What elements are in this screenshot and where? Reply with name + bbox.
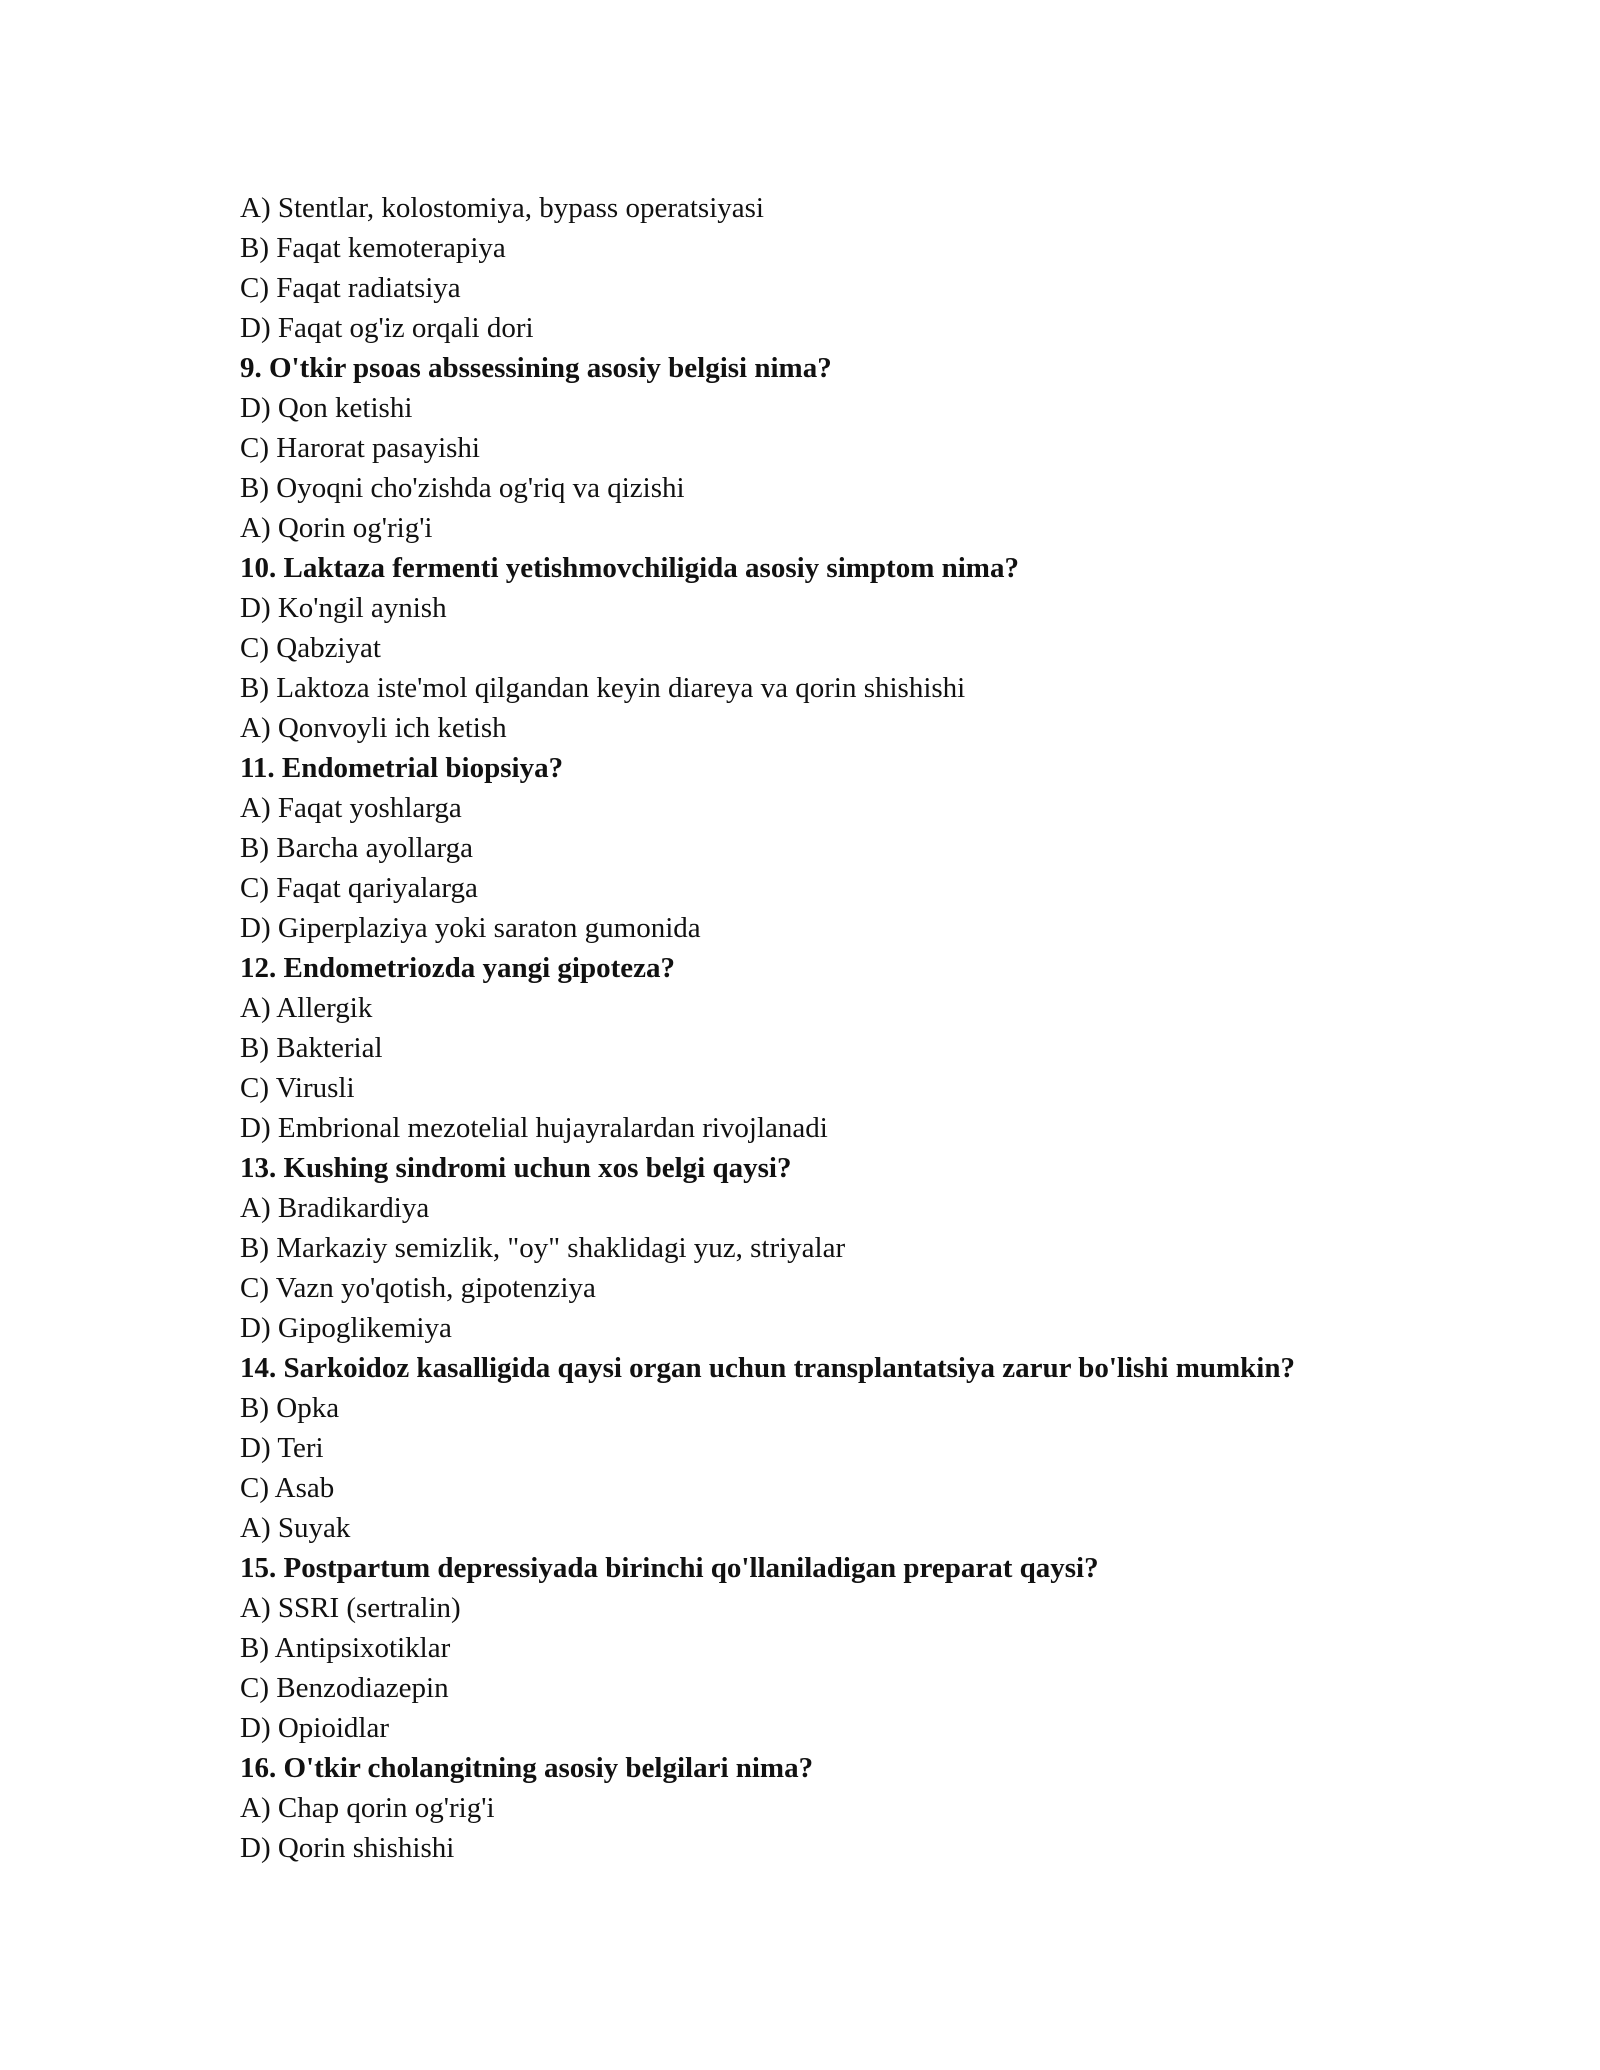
option-line: B) Laktoza iste'mol qilgandan keyin diareya va qorin shishishi: [240, 672, 966, 704]
option-line: C) Benzodiazepin: [240, 1672, 449, 1704]
option-line: C) Faqat radiatsiya: [240, 272, 461, 304]
quiz-content: [240, 188, 1420, 1868]
option-line: A) Stentlar, kolostomiya, bypass operatsiyasi: [240, 192, 764, 224]
option-line: C) Vazn yo'qotish, gipotenziya: [240, 1272, 596, 1304]
option-line: D) Qorin shishishi: [240, 1832, 455, 1864]
option-line: A) Qonvoyli ich ketish: [240, 712, 507, 744]
option-line: A) Suyak: [240, 1512, 351, 1544]
question-title: 9. O'tkir psoas abssessining asosiy belgisi nima?: [240, 352, 832, 384]
option-line: D) Giperplaziya yoki saraton gumonida: [240, 912, 701, 944]
option-line: D) Ko'ngil aynish: [240, 592, 447, 624]
question-title: 12. Endometriozda yangi gipoteza?: [240, 952, 675, 984]
option-line: C) Harorat pasayishi: [240, 432, 480, 464]
option-line: B) Faqat kemoterapiya: [240, 232, 506, 264]
option-line: D) Faqat og'iz orqali dori: [240, 312, 534, 344]
question-title: 13. Kushing sindromi uchun xos belgi qaysi?: [240, 1152, 792, 1184]
option-line: C) Qabziyat: [240, 632, 381, 664]
question-title: 10. Laktaza fermenti yetishmovchiligida asosiy simptom nima?: [240, 552, 1019, 584]
option-line: C) Faqat qariyalarga: [240, 872, 478, 904]
option-line: B) Opka: [240, 1392, 340, 1424]
option-line: B) Bakterial: [240, 1032, 383, 1064]
option-line: D) Embrional mezotelial hujayralardan rivojlanadi: [240, 1112, 828, 1144]
option-line: D) Teri: [240, 1432, 324, 1464]
option-line: B) Barcha ayollarga: [240, 832, 473, 864]
option-line: D) Opioidlar: [240, 1712, 389, 1744]
option-line: A) Faqat yoshlarga: [240, 792, 462, 824]
option-line: A) Qorin og'rig'i: [240, 512, 433, 544]
question-title: 16. O'tkir cholangitning asosiy belgilari nima?: [240, 1752, 814, 1784]
option-line: A) Chap qorin og'rig'i: [240, 1792, 495, 1824]
option-line: D) Gipoglikemiya: [240, 1312, 452, 1344]
option-line: C) Asab: [240, 1472, 335, 1504]
option-line: B) Antipsixotiklar: [240, 1632, 451, 1664]
question-title: 14. Sarkoidoz kasalligida qaysi organ uchun transplantatsiya zarur bo'lishi mumkin?: [240, 1352, 1295, 1384]
option-line: D) Qon ketishi: [240, 392, 413, 424]
option-line: C) Virusli: [240, 1072, 355, 1104]
option-line: B) Oyoqni cho'zishda og'riq va qizishi: [240, 472, 685, 504]
option-line: A) SSRI (sertralin): [240, 1592, 461, 1624]
option-line: A) Allergik: [240, 992, 373, 1024]
option-line: B) Markaziy semizlik, "oy" shaklidagi yuz, striyalar: [240, 1232, 846, 1264]
question-title: 11. Endometrial biopsiya?: [240, 752, 564, 784]
option-line: A) Bradikardiya: [240, 1192, 430, 1224]
question-title: 15. Postpartum depressiyada birinchi qo'llaniladigan preparat qaysi?: [240, 1552, 1099, 1584]
